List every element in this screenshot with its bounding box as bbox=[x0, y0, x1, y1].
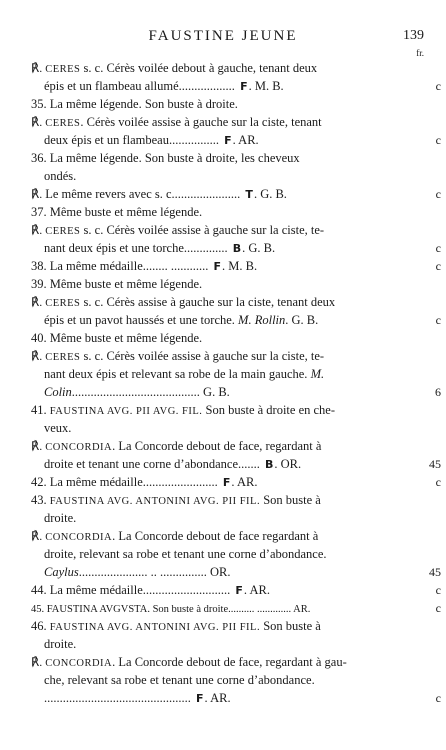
catalogue-line bbox=[31, 419, 421, 437]
catalogue-line bbox=[31, 221, 421, 239]
catalogue-line bbox=[31, 437, 421, 455]
rarity-mark: F bbox=[222, 476, 231, 489]
rarity-mark: B bbox=[232, 242, 242, 255]
price-value: c bbox=[435, 475, 441, 489]
catalogue-line bbox=[31, 599, 441, 617]
catalogue-line bbox=[31, 239, 441, 257]
line-text: . AR. bbox=[232, 133, 259, 147]
reverse-mark: ℟. bbox=[31, 295, 43, 309]
line-text: Son buste à bbox=[260, 493, 321, 507]
line-text: FAUSTINA AVG. ANTONINI AVG. PII FIL. bbox=[49, 496, 261, 507]
line-text: nant deux épis et une torche.............. bbox=[44, 241, 231, 255]
line-text: 40. Même buste et même légende. bbox=[31, 331, 203, 345]
reverse-mark: ℟. bbox=[31, 115, 43, 129]
rarity-mark: F bbox=[196, 692, 204, 705]
line-text: . OR. bbox=[274, 457, 302, 471]
line-text: CONCORDIA bbox=[45, 658, 113, 669]
line-text: 38. La même médaille........ ............ bbox=[31, 259, 212, 273]
catalogue-line bbox=[31, 95, 421, 113]
catalogue-entries bbox=[31, 59, 441, 707]
reverse-mark: ℟. bbox=[31, 223, 43, 237]
line-text: CONCORDIA bbox=[45, 532, 113, 543]
price-value: 45 bbox=[429, 565, 441, 579]
line-text: . Cérès voilée assise à gauche sur la ciste, tenant bbox=[80, 115, 322, 129]
catalogue-line bbox=[31, 527, 421, 545]
line-text: . La Concorde debout de face, regardant à gau- bbox=[112, 655, 347, 669]
rarity-mark: F bbox=[235, 584, 243, 597]
reverse-mark: ℟. bbox=[31, 187, 43, 201]
catalogue-line bbox=[31, 365, 421, 383]
price-value: c bbox=[435, 133, 441, 147]
line-text: . La Concorde debout de face, regardant à bbox=[112, 439, 322, 453]
line-text: CERES bbox=[45, 118, 81, 129]
catalogue-line bbox=[31, 329, 421, 347]
catalogue-line bbox=[31, 617, 421, 635]
line-text: M. bbox=[310, 367, 325, 381]
rarity-mark: T bbox=[245, 188, 253, 201]
line-text: . AR. bbox=[231, 475, 258, 489]
catalogue-line bbox=[31, 149, 421, 167]
price-value: 6 bbox=[435, 385, 441, 399]
line-text: Le même revers avec s. c...................... bbox=[45, 187, 244, 201]
reverse-mark: ℟. bbox=[31, 349, 43, 363]
page-header bbox=[0, 28, 446, 58]
line-text: CERES bbox=[45, 352, 81, 363]
line-text: épis et un pavot haussés et une torche. bbox=[44, 313, 239, 327]
price-value: c bbox=[435, 241, 441, 255]
catalogue-line bbox=[31, 689, 441, 707]
line-text: épis et un flambeau allumé.................. bbox=[44, 79, 239, 93]
line-text: M. Rollin bbox=[238, 313, 286, 327]
line-text: CERES bbox=[45, 226, 81, 237]
line-text: . AR. bbox=[243, 583, 270, 597]
catalogue-line bbox=[31, 167, 421, 185]
catalogue-line bbox=[31, 581, 441, 599]
catalogue-line bbox=[31, 491, 421, 509]
line-text: Colin bbox=[44, 385, 72, 399]
catalogue-line bbox=[31, 293, 421, 311]
catalogue-line bbox=[31, 653, 421, 671]
catalogue-line bbox=[31, 59, 421, 77]
line-text: 41. bbox=[31, 403, 50, 417]
line-text: 39. Même buste et même légende. bbox=[31, 277, 203, 291]
catalogue-line bbox=[31, 113, 421, 131]
price-value: 45 bbox=[429, 457, 441, 471]
line-text: . AR. bbox=[204, 691, 231, 705]
line-text: droite et tenant une corne d’abondance....... bbox=[44, 457, 264, 471]
reverse-mark: ℟. bbox=[31, 655, 43, 669]
line-text: che, relevant sa robe et tenant une corne d’abondance. bbox=[44, 673, 315, 687]
line-text: droite. bbox=[44, 511, 77, 525]
line-text: s. c. Cérès assise à gauche sur la ciste, tenant deux bbox=[80, 295, 336, 309]
line-text: s. c. Cérès voilée debout à gauche, tenant deux bbox=[80, 61, 318, 75]
line-text: droite, relevant sa robe et tenant une corne d’abondance. bbox=[44, 547, 327, 561]
line-text: 44. La même médaille............................ bbox=[31, 583, 234, 597]
line-text: 37. Même buste et même légende. bbox=[31, 205, 203, 219]
catalogue-line bbox=[31, 347, 421, 365]
line-text: . M. B. bbox=[222, 259, 258, 273]
line-text: . G. B. bbox=[253, 187, 287, 201]
line-text: . G. B. bbox=[285, 313, 319, 327]
price-value: c bbox=[435, 313, 441, 327]
line-text: Caylus bbox=[44, 565, 79, 579]
line-text: . La Concorde debout de face regardant à bbox=[112, 529, 319, 543]
catalogue-line bbox=[31, 257, 441, 275]
rarity-mark: B bbox=[265, 458, 274, 471]
line-text: ............................................... bbox=[44, 691, 194, 705]
line-text: deux épis et un flambeau................ bbox=[44, 133, 223, 147]
catalogue-line bbox=[31, 203, 421, 221]
rarity-mark: F bbox=[240, 80, 248, 93]
catalogue-line bbox=[31, 455, 441, 473]
line-text: s. c. Cérès voilée assise à gauche sur la ciste, te- bbox=[80, 349, 325, 363]
line-text: 35. La même légende. Son buste à droite. bbox=[31, 97, 238, 111]
catalogue-line bbox=[31, 545, 421, 563]
line-text: Son buste à bbox=[260, 619, 321, 633]
line-text: ......................................... G. B. bbox=[71, 385, 230, 399]
line-text: 43. bbox=[31, 493, 50, 507]
rarity-mark: F bbox=[213, 260, 222, 273]
price-value: c bbox=[435, 601, 441, 615]
line-text: FAUSTINA AVG. ANTONINI AVG. PII FIL. bbox=[49, 622, 261, 633]
price-value: c bbox=[435, 259, 441, 273]
valuation-column-heading: fr. bbox=[416, 48, 424, 58]
catalogue-line bbox=[31, 671, 421, 689]
page-number: 139 bbox=[403, 28, 424, 43]
line-text: . G. B. bbox=[242, 241, 276, 255]
catalogue-line bbox=[31, 635, 421, 653]
line-text: CONCORDIA bbox=[45, 442, 113, 453]
catalogue-line bbox=[31, 185, 441, 203]
catalogue-line bbox=[31, 509, 421, 527]
line-text: ondés. bbox=[44, 169, 77, 183]
line-text: 42. La même médaille........................ bbox=[31, 475, 221, 489]
catalogue-line bbox=[31, 383, 441, 401]
line-text: droite. bbox=[44, 637, 77, 651]
price-value: c bbox=[435, 187, 441, 201]
line-text: Son buste à droite en che- bbox=[202, 403, 336, 417]
line-text: CERES bbox=[45, 64, 81, 75]
price-value: c bbox=[435, 79, 441, 93]
catalogue-line bbox=[31, 473, 441, 491]
reverse-mark: ℟. bbox=[31, 529, 43, 543]
line-text: FAUSTINA AVG. PII AVG. FIL. bbox=[49, 406, 203, 417]
line-text: veux. bbox=[44, 421, 72, 435]
catalogue-line bbox=[31, 275, 421, 293]
catalogue-line bbox=[31, 401, 421, 419]
price-value: c bbox=[435, 583, 441, 597]
line-text: nant deux épis et relevant sa robe de la main gauche. bbox=[44, 367, 311, 381]
line-text: 46. bbox=[31, 619, 50, 633]
reverse-mark: ℟. bbox=[31, 439, 43, 453]
line-text: CERES bbox=[45, 298, 81, 309]
line-text: s. c. Cérès voilée assise à gauche sur la ciste, te- bbox=[80, 223, 325, 237]
catalogue-line bbox=[31, 311, 441, 329]
catalogue-line bbox=[31, 131, 441, 149]
catalogue-line bbox=[31, 563, 441, 581]
line-text: ...................... .. ............... OR. bbox=[78, 565, 231, 579]
line-text: 36. La même légende. Son buste à droite, les cheveux bbox=[31, 151, 300, 165]
catalogue-line bbox=[31, 77, 441, 95]
line-text: 45. FAUSTINA AVGVSTA. Son buste à droite.......... ............. AR. bbox=[31, 604, 311, 615]
line-text: . M. B. bbox=[248, 79, 284, 93]
price-value: c bbox=[435, 691, 441, 705]
rarity-mark: F bbox=[224, 134, 232, 147]
reverse-mark: ℟. bbox=[31, 61, 43, 75]
running-title: FAUSTINE JEUNE bbox=[148, 28, 298, 44]
